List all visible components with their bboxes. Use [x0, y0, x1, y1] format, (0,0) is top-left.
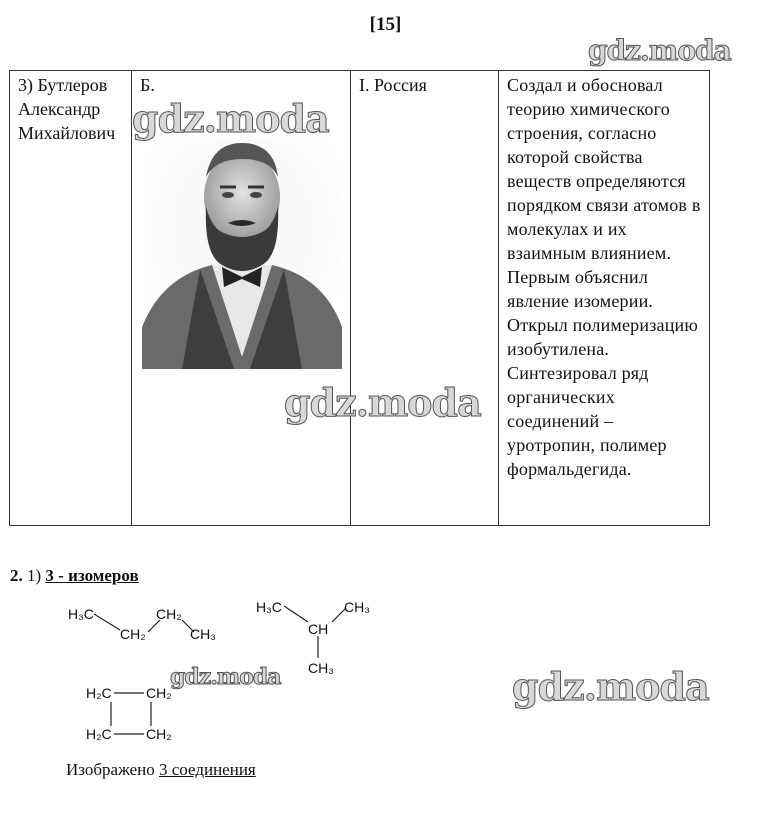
name-line: Михайлович: [18, 123, 116, 143]
name-line: Александр: [18, 99, 101, 119]
description-cell: Создал и обосновал теорию химического строения, согласно которой свойства веществ определяются порядком связи атомов в молекулах и их взаимным влиянием. Первым объяснил явление изомерии. Открыл полимеризацию изобутилена. Синтезировал ряд органических соединений – уротропин, полимер формальдегида.: [499, 71, 710, 526]
formula-atom: CH₃: [344, 599, 370, 615]
portrait-letter: Б.: [140, 75, 155, 95]
country-cell: I. Россия: [351, 71, 499, 526]
formula-atom: H₂C: [86, 726, 112, 742]
task-title: 3 - изомеров: [45, 566, 139, 585]
footer-prefix: Изображено: [66, 760, 155, 779]
watermark: gdz.moda: [132, 96, 329, 141]
scientist-name-cell: [10, 71, 132, 526]
formula-atom: CH₂: [156, 606, 182, 622]
formula-atom: CH: [308, 621, 329, 637]
formula-atom: H₃C: [68, 606, 94, 622]
task-subnumber: 1): [27, 566, 42, 585]
scientist-table: [9, 70, 710, 526]
formula-atom: CH₃: [190, 626, 216, 642]
footer-count: 3 соединения: [159, 760, 256, 779]
page-number: [15]: [369, 14, 402, 35]
formula-atom: CH₂: [146, 685, 172, 701]
formula-atom: H₂C: [86, 685, 112, 701]
footer-text: [66, 760, 256, 780]
formula-atom: CH₂: [146, 726, 172, 742]
watermark: gdz.moda: [284, 380, 481, 425]
formula-atom: H₃C: [256, 599, 282, 615]
task-heading: [10, 566, 139, 586]
portrait-image: [142, 137, 342, 369]
formula-atom: CH₃: [308, 660, 334, 676]
watermark: gdz.moda: [170, 664, 281, 690]
task-number: 2.: [10, 566, 23, 585]
formula-atom: CH₂: [120, 626, 146, 642]
watermark: gdz.moda: [588, 34, 731, 67]
watermark: gdz.moda: [512, 664, 709, 709]
name-line: 3) Бутлеров: [18, 75, 108, 95]
